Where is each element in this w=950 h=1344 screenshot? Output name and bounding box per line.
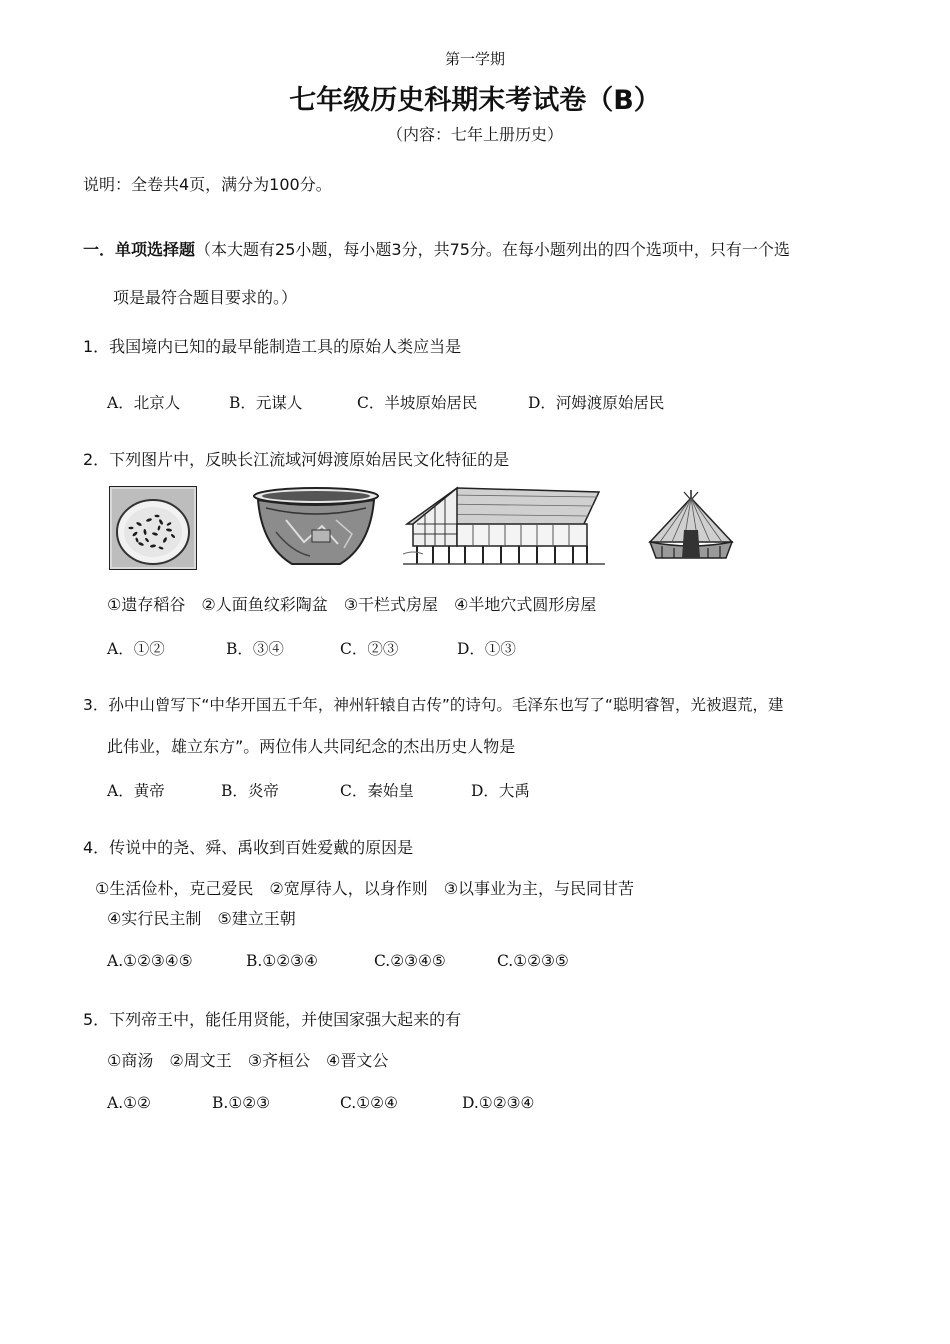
question-2-stem: 2．下列图片中，反映长江流域河姆渡原始居民文化特征的是 [83,450,510,469]
section-description-cont: 项是最符合题目要求的。） [113,288,298,307]
q3-option-c: C．秦始皇 [340,782,414,800]
q4-option-d: C.①②③⑤ [497,952,569,970]
section-name: 单项选择题 [115,240,196,259]
section-description: （本大题有25小题，每小题3分，共75分。在每小题列出的四个选项中，只有一个选 [195,240,790,259]
q5-items: ①商汤 ②周文王 ③齐桓公 ④晋文公 [107,1051,389,1070]
pottery-basin-image [252,486,380,570]
question-3-stem-cont: 此伟业，雄立东方”。两位伟人共同纪念的杰出历史人物是 [107,737,516,756]
q1-option-c: C．半坡原始居民 [357,394,478,412]
q5-option-d: D.①②③④ [462,1094,535,1112]
q4-option-c: C.②③④⑤ [374,952,446,970]
q3-option-b: B．炎帝 [221,782,279,800]
q5-option-c: C.①②④ [340,1094,398,1112]
q4-statements-line1: ①生活俭朴，克己爱民 ②宽厚待人，以身作则 ③以事业为主，与民同甘苦 [95,879,635,898]
q1-option-b: B．元谋人 [229,394,303,412]
question-4-stem: 4．传说中的尧、舜、禹收到百姓爱戴的原因是 [83,838,414,857]
q2-image-captions: ①遗存稻谷 ②人面鱼纹彩陶盆 ③干栏式房屋 ④半地穴式圆形房屋 [107,595,597,614]
q2-option-a: A．①② [107,640,165,658]
semester-label: 第一学期 [444,50,505,68]
question-1-stem: 1．我国境内已知的最早能制造工具的原始人类应当是 [83,337,462,356]
q5-option-b: B.①②③ [212,1094,271,1112]
rice-grains-image [109,486,197,570]
q3-option-a: A．黄帝 [107,782,165,800]
q1-option-a: A．北京人 [107,394,181,412]
stilt-house-image [403,484,605,568]
question-3-stem: 3．孙中山曾写下“中华开国五千年，神州轩辕自古传”的诗句。毛泽东也写了“聪明睿智，光被遐荒，建 [83,696,784,714]
question-5-stem: 5．下列帝王中，能任用贤能，并使国家强大起来的有 [83,1010,462,1029]
q1-option-d: D．河姆渡原始居民 [528,394,665,412]
page-title: 七年级历史科期末考试卷（B） [289,85,661,116]
q2-option-c: C．②③ [340,640,399,658]
section-number: 一． [83,240,116,259]
q2-option-b: B．③④ [226,640,284,658]
q3-option-d: D．大禹 [471,782,530,800]
q4-statements-line2: ④实行民主制 ⑤建立王朝 [107,909,296,928]
q2-option-d: D．①③ [457,640,516,658]
q4-option-a: A.①②③④⑤ [107,952,193,970]
round-hut-image [646,488,736,564]
section-heading [83,237,790,260]
q5-option-a: A.①② [107,1094,151,1112]
q4-option-b: B.①②③④ [246,952,318,970]
exam-instructions: 说明：全卷共4页，满分为100分。 [83,175,332,194]
page-subtitle: （内容：七年上册历史） [386,125,563,144]
